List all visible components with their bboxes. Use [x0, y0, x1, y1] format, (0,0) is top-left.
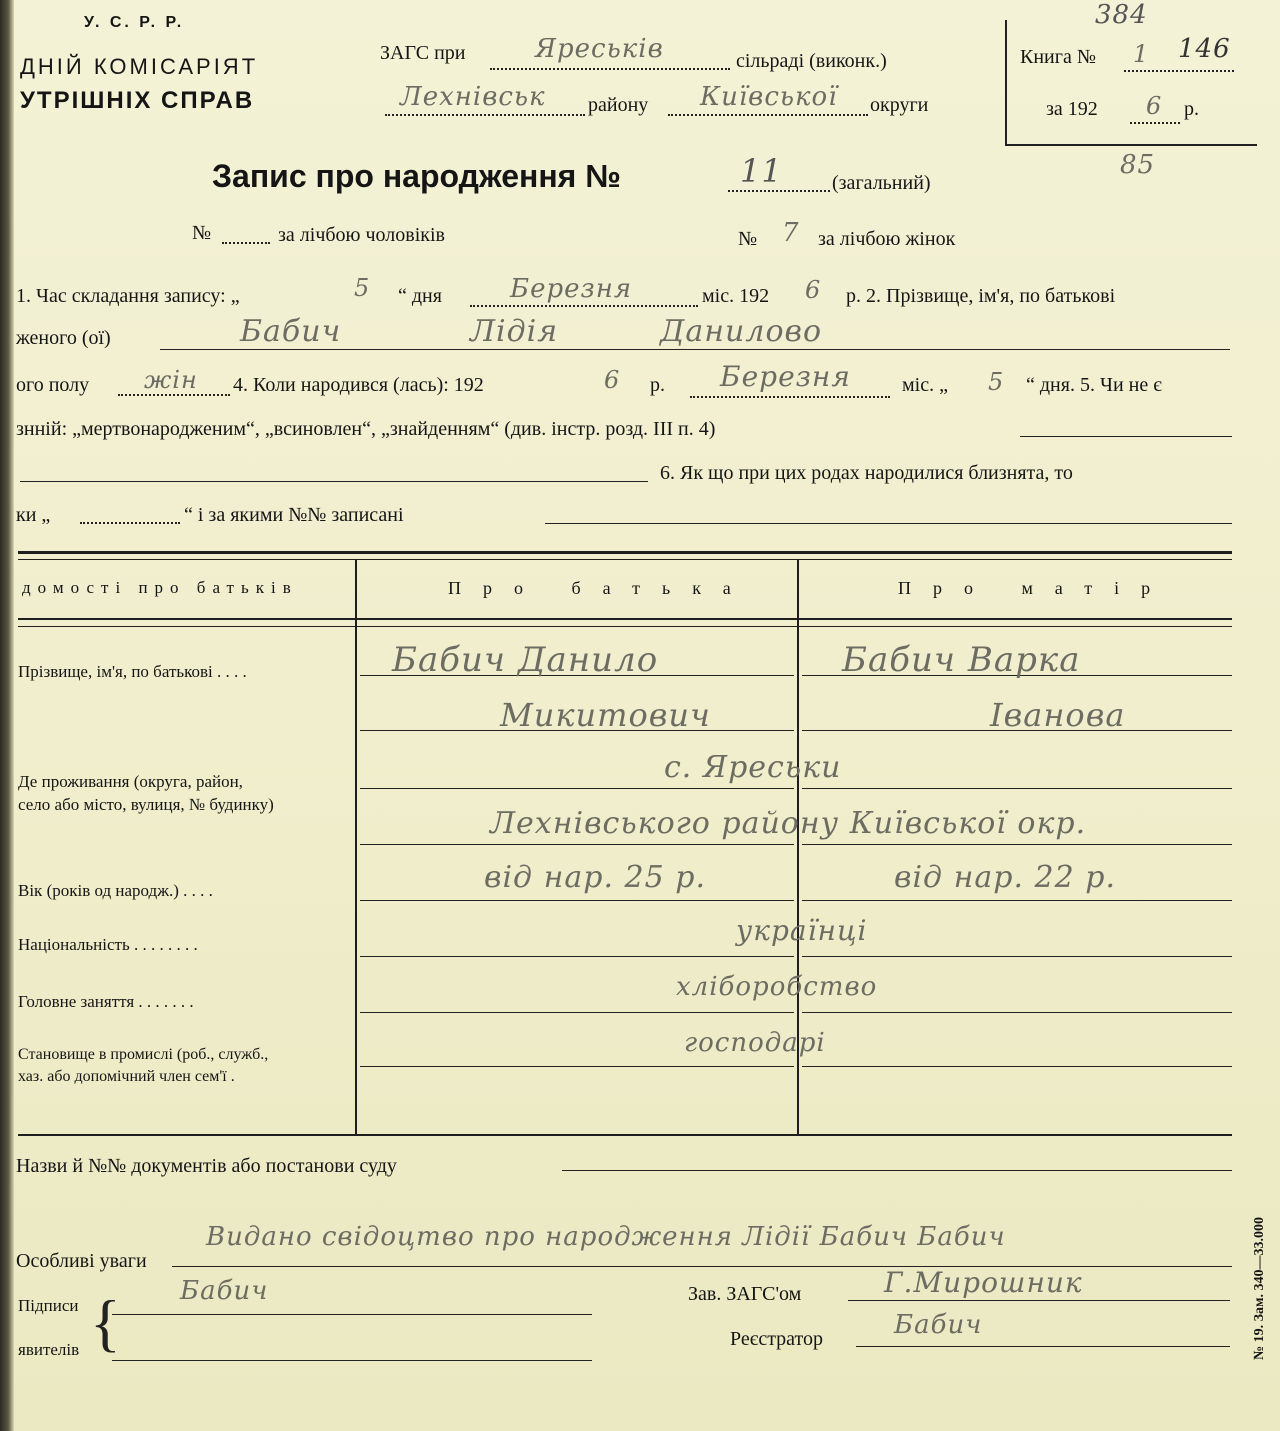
line4-text: знній: „мертвонародженим“, „всиновлен“, „знайденням“ (див. інстр. розд. III п. 4)	[16, 418, 716, 440]
row-label-status-2: хаз. або допомічний член сем'ї .	[18, 1068, 235, 1085]
table-top-rule	[18, 551, 1232, 554]
head-rule	[848, 1300, 1230, 1301]
registrar-rule	[856, 1346, 1230, 1347]
zags-village: Яреськів	[535, 34, 664, 64]
sign-label-2: явителів	[18, 1340, 80, 1359]
line1-p4: р. 2. Прізвище, ім'я, по батькові	[846, 285, 1116, 307]
line3-year: 6	[604, 366, 621, 394]
record-number-dots	[728, 190, 830, 192]
sign-brace: {	[90, 1287, 121, 1358]
father-rule-3	[360, 788, 794, 789]
mother-name-2: Іванова	[990, 696, 1126, 734]
men-count-dots	[222, 242, 270, 244]
table-col-divider-1	[355, 559, 357, 1135]
record-number: 11	[740, 152, 783, 190]
line3-month-dots	[690, 396, 890, 398]
line3-p2: 4. Коли народився (лась): 192	[233, 374, 484, 396]
republic-label: У. С. Р. Р.	[84, 14, 185, 31]
line5-rule	[20, 481, 648, 482]
row-label-occupation: Головне заняття . . . . . . .	[18, 992, 194, 1011]
sign-label-1: Підписи	[18, 1296, 79, 1315]
registrar-signature: Бабич	[894, 1310, 983, 1340]
mother-age: від нар. 22 р.	[894, 860, 1116, 895]
print-mark: № 19. Зам. 340—33.000	[1252, 1217, 1267, 1360]
row-label-status-1: Становище в промислі (роб., служб.,	[18, 1046, 269, 1063]
table-top-rule-thin	[18, 559, 1232, 560]
line1-month-dots	[470, 305, 698, 307]
commissariat-line1: ДНІЙ КОМІСАРІЯТ	[20, 54, 259, 79]
okrug-dots	[668, 114, 868, 116]
men-count-suffix: за лічбою чоловіків	[278, 224, 445, 246]
father-residence-2: Лехнівського району Київської окр.	[490, 806, 1087, 841]
father-rule-4	[360, 844, 794, 845]
book-value: 1	[1133, 40, 1150, 68]
line6-p1: ки „	[16, 504, 51, 526]
line2-label: женого (ої)	[16, 327, 111, 349]
book-label: Книга №	[1020, 46, 1096, 68]
table-header-rule	[18, 618, 1232, 620]
row-label-nationality: Національність . . . . . . . .	[18, 935, 198, 954]
book-dots	[1124, 70, 1234, 72]
row-label-residence-2: село або місто, вулиця, № будинку)	[18, 795, 274, 814]
book-mark: 146	[1178, 34, 1231, 64]
zags-prefix: ЗАГС при	[380, 42, 466, 64]
line3-month: Березня	[720, 360, 851, 393]
line3-p5: “ дня. 5. Чи не є	[1026, 374, 1162, 396]
binding-edge	[0, 0, 14, 1431]
district-dots	[385, 114, 585, 116]
notes-value: Видано свідоцтво про народження Лідії Бабич Бабич	[206, 1222, 1006, 1252]
mother-rule-5	[802, 900, 1232, 901]
okrug-value: Київської	[700, 82, 838, 112]
record-suffix: (загальний)	[832, 172, 931, 194]
men-count-label: №	[192, 222, 212, 244]
line2-name: Лідія	[470, 314, 559, 349]
row-label-name: Прізвище, ім'я, по батькові . . . .	[18, 662, 247, 681]
archive-number: 384	[1095, 0, 1148, 30]
head-label: Зав. ЗАГС'ом	[688, 1283, 802, 1305]
line1-day: 5	[354, 274, 371, 302]
applicant-rule-1	[112, 1314, 592, 1315]
registrar-label: Реєстратор	[730, 1328, 824, 1350]
line6-p2: “ і за якими №№ записані	[184, 504, 404, 526]
line1-p1: 1. Час складання запису: „	[16, 285, 240, 307]
table-header-father: Про батька	[448, 578, 753, 598]
father-age: від нар. 25 р.	[484, 860, 706, 895]
year-prefix: за 192	[1046, 98, 1098, 120]
okrug-label: округи	[870, 94, 929, 116]
mother-rule-3	[802, 788, 1232, 789]
mother-rule-4	[802, 844, 1232, 845]
father-rule-6	[360, 956, 794, 957]
father-name-2: Микитович	[500, 696, 711, 734]
line6-dots	[80, 522, 180, 524]
line2-patronymic: Данилово	[660, 314, 823, 349]
women-count-label: №	[738, 228, 758, 250]
father-name-1: Бабич Данило	[392, 640, 659, 680]
father-rule-8	[360, 1066, 794, 1067]
women-count-suffix: за лічбою жінок	[818, 228, 956, 250]
line1-year: 6	[805, 276, 822, 304]
father-nationality: українці	[736, 914, 868, 947]
mother-name-1: Бабич Варка	[842, 640, 1081, 680]
line1-p3: міс. 192	[702, 285, 770, 307]
line1-month: Березня	[510, 274, 633, 304]
district-label: району	[588, 94, 649, 116]
zags-suffix: сільраді (виконк.)	[736, 50, 887, 72]
row-label-age: Вік (років од народж.) . . . .	[18, 881, 213, 900]
table-bottom-rule	[18, 1134, 1232, 1136]
women-count-value: 7	[782, 218, 800, 248]
year-value: 6	[1146, 92, 1163, 120]
year-suffix: р.	[1184, 98, 1199, 120]
father-rule-7	[360, 1012, 794, 1013]
line3-sex-dots	[118, 394, 230, 396]
district-value: Лехнівськ	[400, 82, 546, 112]
row-label-residence-1: Де проживання (округа, район,	[18, 772, 243, 791]
line3-p3: р.	[650, 374, 665, 396]
mother-rule-7	[802, 1012, 1232, 1013]
line6-rule	[545, 523, 1232, 524]
line2-surname: Бабич	[240, 314, 342, 349]
applicant-rule-2	[112, 1360, 592, 1361]
table-header-rule-thin	[18, 626, 1232, 627]
docs-label: Назви й №№ документів або постанови суду	[16, 1155, 397, 1177]
line2-rule	[160, 349, 1230, 350]
applicant-signature: Бабич	[180, 1276, 269, 1306]
docs-rule	[562, 1170, 1232, 1171]
father-occupation: хліборобство	[676, 972, 878, 1002]
head-signature: Г.Мирошник	[884, 1266, 1083, 1299]
year-dots	[1130, 122, 1180, 124]
line3-sex: жін	[144, 366, 198, 394]
commissariat-line2: УТРІШНІХ СПРАВ	[20, 87, 255, 114]
line3-p4: міс. „	[902, 374, 948, 396]
mother-rule-8	[802, 1066, 1232, 1067]
line3-day: 5	[988, 368, 1005, 396]
line1-p2: “ дня	[398, 285, 442, 307]
mother-rule-6	[802, 956, 1232, 957]
side-number: 85	[1120, 150, 1156, 180]
notes-label: Особливі уваги	[16, 1250, 147, 1272]
zags-village-dots	[490, 68, 730, 70]
father-residence-1: с. Яреськи	[664, 750, 842, 785]
table-header-mother: Про матір	[898, 578, 1173, 598]
line3-p1: ого полу	[16, 374, 90, 396]
father-rule-5	[360, 900, 794, 901]
line5-text: 6. Як що при цих родах народилися близнята, то	[660, 462, 1073, 484]
line4-rule	[1020, 436, 1232, 437]
record-title: Запис про народження №	[212, 158, 621, 194]
table-header-info: домості про батьків	[22, 578, 298, 597]
father-status: господарі	[684, 1028, 826, 1058]
